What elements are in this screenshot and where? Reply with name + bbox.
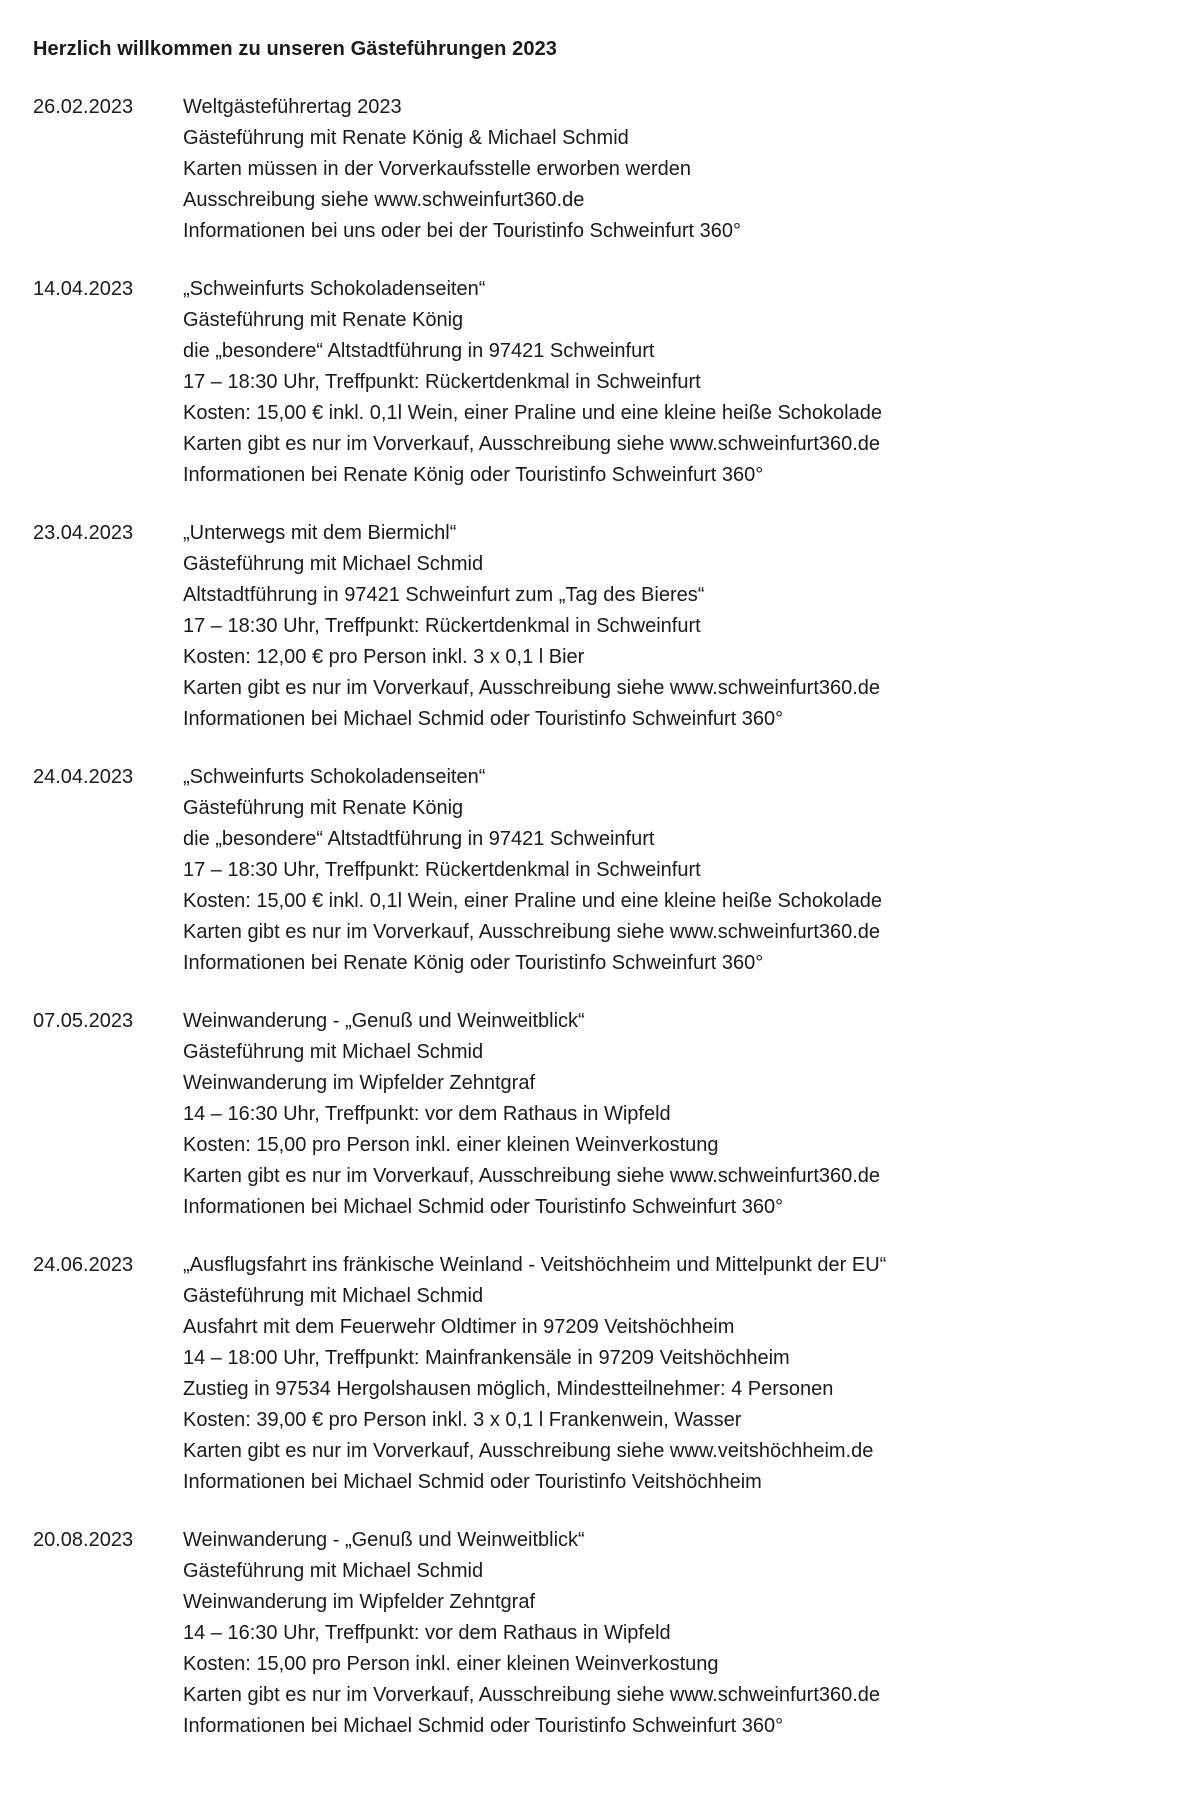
- event-date: 26.02.2023: [33, 96, 134, 118]
- event-detail-line: Karten müssen in der Vorverkaufsstelle erworben werden: [183, 158, 692, 180]
- event-detail-line: Karten gibt es nur im Vorverkauf, Ausschreibung siehe www.schweinfurt360.de: [183, 677, 881, 699]
- event-detail-line: Ausschreibung siehe www.schweinfurt360.de: [183, 189, 585, 211]
- event-detail-line: Karten gibt es nur im Vorverkauf, Ausschreibung siehe www.veitshöchheim.de: [183, 1440, 874, 1462]
- event-entry: [33, 1006, 1163, 1223]
- event-detail-line: 17 – 18:30 Uhr, Treffpunkt: Rückertdenkmal in Schweinfurt: [183, 615, 701, 637]
- event-detail-line: 17 – 18:30 Uhr, Treffpunkt: Rückertdenkmal in Schweinfurt: [183, 859, 701, 881]
- event-detail-line: die „besondere“ Altstadtführung in 97421 Schweinfurt: [183, 340, 655, 362]
- event-detail-line: Kosten: 15,00 € inkl. 0,1l Wein, einer Praline und eine kleine heiße Schokolade: [183, 402, 882, 424]
- event-detail-line: Karten gibt es nur im Vorverkauf, Ausschreibung siehe www.schweinfurt360.de: [183, 921, 881, 943]
- event-detail-line: Kosten: 15,00 pro Person inkl. einer kleinen Weinverkostung: [183, 1653, 719, 1675]
- event-detail-line: Weinwanderung im Wipfelder Zehntgraf: [183, 1072, 536, 1094]
- event-detail-line: „Schweinfurts Schokoladenseiten“: [183, 278, 486, 300]
- event-detail-line: Gästeführung mit Renate König: [183, 309, 464, 331]
- document-page: [33, 36, 1163, 1769]
- event-entry: [33, 518, 1163, 735]
- event-detail-line: Gästeführung mit Michael Schmid: [183, 1041, 484, 1063]
- event-detail-line: Weinwanderung - „Genuß und Weinweitblick“: [183, 1529, 585, 1551]
- event-list: [33, 92, 1163, 1742]
- event-detail-line: die „besondere“ Altstadtführung in 97421 Schweinfurt: [183, 828, 655, 850]
- event-detail-line: Informationen bei Michael Schmid oder Touristinfo Schweinfurt 360°: [183, 1196, 784, 1218]
- event-details: [183, 92, 1163, 247]
- event-detail-line: Kosten: 39,00 € pro Person inkl. 3 x 0,1 l Frankenwein, Wasser: [183, 1409, 742, 1431]
- event-detail-line: Kosten: 15,00 pro Person inkl. einer kleinen Weinverkostung: [183, 1134, 719, 1156]
- document-title: Herzlich willkommen zu unseren Gästeführungen 2023: [33, 38, 558, 60]
- event-date: 07.05.2023: [33, 1010, 134, 1032]
- event-details: [183, 274, 1163, 491]
- event-detail-line: Gästeführung mit Renate König & Michael Schmid: [183, 127, 629, 149]
- event-detail-line: Weinwanderung im Wipfelder Zehntgraf: [183, 1591, 536, 1613]
- event-detail-line: Gästeführung mit Michael Schmid: [183, 1560, 484, 1582]
- event-detail-line: Gästeführung mit Renate König: [183, 797, 464, 819]
- event-detail-line: Gästeführung mit Michael Schmid: [183, 553, 484, 575]
- event-detail-line: Informationen bei Renate König oder Touristinfo Schweinfurt 360°: [183, 952, 764, 974]
- event-detail-line: Weinwanderung - „Genuß und Weinweitblick“: [183, 1010, 585, 1032]
- event-date: 20.08.2023: [33, 1529, 134, 1551]
- event-detail-line: „Unterwegs mit dem Biermichl“: [183, 522, 457, 544]
- event-detail-line: Zustieg in 97534 Hergolshausen möglich, Mindestteilnehmer: 4 Personen: [183, 1378, 834, 1400]
- event-detail-line: Ausfahrt mit dem Feuerwehr Oldtimer in 97209 Veitshöchheim: [183, 1316, 735, 1338]
- event-detail-line: Karten gibt es nur im Vorverkauf, Ausschreibung siehe www.schweinfurt360.de: [183, 433, 881, 455]
- event-detail-line: Gästeführung mit Michael Schmid: [183, 1285, 484, 1307]
- event-date: 24.06.2023: [33, 1254, 134, 1276]
- event-date: 24.04.2023: [33, 766, 134, 788]
- event-entry: [33, 274, 1163, 491]
- event-details: [183, 762, 1163, 979]
- event-detail-line: Karten gibt es nur im Vorverkauf, Ausschreibung siehe www.schweinfurt360.de: [183, 1684, 881, 1706]
- event-entry: [33, 92, 1163, 247]
- event-detail-line: 17 – 18:30 Uhr, Treffpunkt: Rückertdenkmal in Schweinfurt: [183, 371, 701, 393]
- event-detail-line: Karten gibt es nur im Vorverkauf, Ausschreibung siehe www.schweinfurt360.de: [183, 1165, 881, 1187]
- event-details: [183, 518, 1163, 735]
- event-details: [183, 1006, 1163, 1223]
- event-entry: [33, 1525, 1163, 1742]
- event-detail-line: Kosten: 15,00 € inkl. 0,1l Wein, einer Praline und eine kleine heiße Schokolade: [183, 890, 882, 912]
- event-detail-line: „Ausflugsfahrt ins fränkische Weinland - Veitshöchheim und Mittelpunkt der EU“: [183, 1254, 887, 1276]
- event-detail-line: „Schweinfurts Schokoladenseiten“: [183, 766, 486, 788]
- event-detail-line: Informationen bei Michael Schmid oder Touristinfo Veitshöchheim: [183, 1471, 762, 1493]
- event-entry: [33, 1250, 1163, 1498]
- event-date: 23.04.2023: [33, 522, 134, 544]
- event-detail-line: Informationen bei Michael Schmid oder Touristinfo Schweinfurt 360°: [183, 1715, 784, 1737]
- event-detail-line: Informationen bei Michael Schmid oder Touristinfo Schweinfurt 360°: [183, 708, 784, 730]
- event-detail-line: Informationen bei uns oder bei der Touristinfo Schweinfurt 360°: [183, 220, 741, 242]
- event-detail-line: 14 – 16:30 Uhr, Treffpunkt: vor dem Rathaus in Wipfeld: [183, 1103, 671, 1125]
- event-detail-line: Informationen bei Renate König oder Touristinfo Schweinfurt 360°: [183, 464, 764, 486]
- event-date: 14.04.2023: [33, 278, 134, 300]
- event-detail-line: Kosten: 12,00 € pro Person inkl. 3 x 0,1 l Bier: [183, 646, 585, 668]
- event-detail-line: 14 – 16:30 Uhr, Treffpunkt: vor dem Rathaus in Wipfeld: [183, 1622, 671, 1644]
- event-entry: [33, 762, 1163, 979]
- event-details: [183, 1525, 1163, 1742]
- event-detail-line: Altstadtführung in 97421 Schweinfurt zum „Tag des Bieres“: [183, 584, 705, 606]
- event-detail-line: Weltgästeführertag 2023: [183, 96, 402, 118]
- event-details: [183, 1250, 1163, 1498]
- event-detail-line: 14 – 18:00 Uhr, Treffpunkt: Mainfrankensäle in 97209 Veitshöchheim: [183, 1347, 790, 1369]
